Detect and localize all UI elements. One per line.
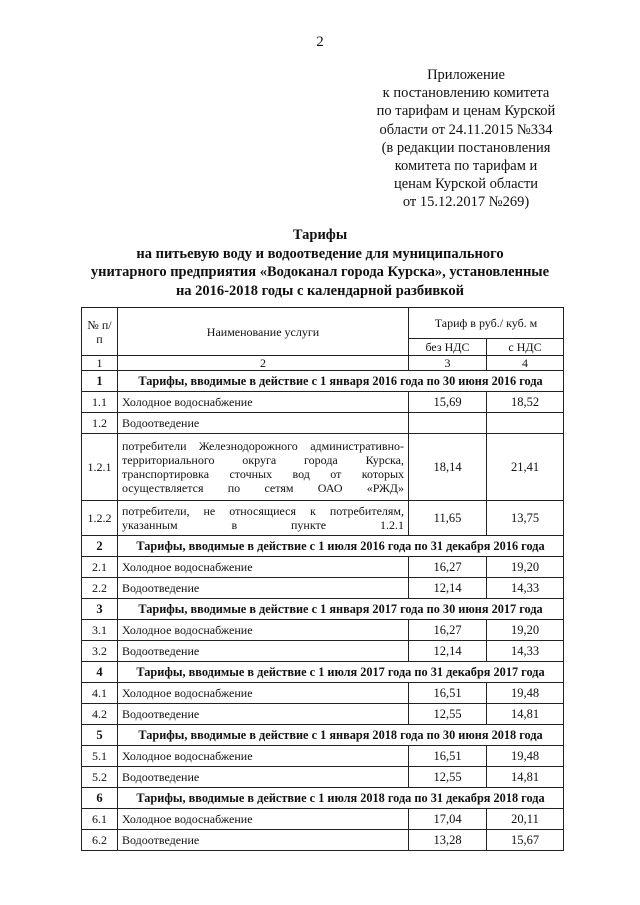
row-value-no-vat: 12,55: [409, 767, 487, 788]
section-row: [82, 371, 564, 392]
appendix-line: Приложение: [427, 67, 505, 83]
table-header-row: [82, 308, 564, 339]
row-service: Водоотведение: [118, 767, 409, 788]
table-row: [82, 501, 564, 536]
header-num: № п/п: [82, 308, 118, 356]
row-number: 5.2: [82, 767, 118, 788]
section-title: Тарифы, вводимые в действие с 1 января 2017 года по 30 июня 2017 года: [118, 599, 564, 620]
row-value-with-vat: 19,48: [487, 746, 564, 767]
table-row: [82, 767, 564, 788]
table-row: [82, 809, 564, 830]
document-title: [60, 226, 580, 300]
row-number: 3.2: [82, 641, 118, 662]
row-value-with-vat: 14,33: [487, 578, 564, 599]
row-value-no-vat: 16,51: [409, 746, 487, 767]
row-number: 6.2: [82, 830, 118, 851]
table-row: [82, 578, 564, 599]
section-number: 3: [82, 599, 118, 620]
appendix-line: к постановлению комитета: [382, 85, 550, 102]
row-value-no-vat: 12,55: [409, 704, 487, 725]
table-row: [82, 413, 564, 434]
row-value-no-vat: 13,28: [409, 830, 487, 851]
table-row: [82, 683, 564, 704]
row-number: 1.2: [82, 413, 118, 434]
header-service: Наименование услуги: [118, 308, 409, 356]
row-service: Водоотведение: [118, 641, 409, 662]
row-service: Холодное водоснабжение: [118, 620, 409, 641]
row-service: Водоотведение: [118, 830, 409, 851]
row-value-with-vat: 14,81: [487, 704, 564, 725]
row-number: 2.1: [82, 557, 118, 578]
appendix-line: комитета по тарифам и: [394, 158, 538, 175]
table-row: [82, 830, 564, 851]
section-number: 6: [82, 788, 118, 809]
title-line: на 2016-2018 годы с календарной разбивкой: [175, 282, 465, 299]
title-line: Тарифы: [292, 227, 348, 243]
row-number: 6.1: [82, 809, 118, 830]
row-service: потребители, не относящиеся к потребителям, указанным в пункте 1.2.1: [118, 501, 409, 536]
row-value-no-vat: [409, 413, 487, 434]
row-value-no-vat: 12,14: [409, 641, 487, 662]
column-number: 3: [409, 356, 487, 371]
section-title: Тарифы, вводимые в действие с 1 января 2018 года по 30 июня 2018 года: [118, 725, 564, 746]
title-line: на питьевую воду и водоотведение для муниципального: [136, 245, 504, 262]
title-line: унитарного предприятия «Водоканал города Курска», установленные: [90, 264, 550, 280]
table-row: [82, 392, 564, 413]
section-row: [82, 662, 564, 683]
header-with-vat: с НДС: [487, 339, 564, 356]
table-row: [82, 704, 564, 725]
row-number: 1.2.1: [82, 434, 118, 501]
section-number: 4: [82, 662, 118, 683]
section-number: 5: [82, 725, 118, 746]
row-number: 5.1: [82, 746, 118, 767]
section-row: [82, 788, 564, 809]
row-value-with-vat: 19,20: [487, 557, 564, 578]
section-title: Тарифы, вводимые в действие с 1 января 2016 года по 30 июня 2016 года: [118, 371, 564, 392]
row-number: 3.1: [82, 620, 118, 641]
row-service: Холодное водоснабжение: [118, 392, 409, 413]
row-number: 2.2: [82, 578, 118, 599]
row-value-with-vat: [487, 413, 564, 434]
section-row: [82, 536, 564, 557]
row-value-with-vat: 18,52: [487, 392, 564, 413]
section-row: [82, 599, 564, 620]
row-value-with-vat: 19,48: [487, 683, 564, 704]
section-row: [82, 725, 564, 746]
row-value-with-vat: 15,67: [487, 830, 564, 851]
row-service: Водоотведение: [118, 578, 409, 599]
column-number: 2: [118, 356, 409, 371]
row-number: 1.2.2: [82, 501, 118, 536]
section-number: 2: [82, 536, 118, 557]
header-no-vat: без НДС: [409, 339, 487, 356]
appendix-line: области от 24.11.2015 №334: [379, 121, 553, 138]
row-value-no-vat: 11,65: [409, 501, 487, 536]
row-service: Холодное водоснабжение: [118, 746, 409, 767]
row-value-with-vat: 19,20: [487, 620, 564, 641]
tariff-table-body: [82, 308, 564, 851]
table-row: [82, 746, 564, 767]
column-number: 4: [487, 356, 564, 371]
row-service: Водоотведение: [118, 413, 409, 434]
row-value-no-vat: 16,51: [409, 683, 487, 704]
row-value-no-vat: 17,04: [409, 809, 487, 830]
appendix-line: по тарифам и ценам Курской: [376, 103, 556, 120]
row-value-no-vat: 16,27: [409, 620, 487, 641]
row-number: 4.2: [82, 704, 118, 725]
section-title: Тарифы, вводимые в действие с 1 июля 2018 года по 31 декабря 2018 года: [118, 788, 564, 809]
row-number: 4.1: [82, 683, 118, 704]
row-value-no-vat: 12,14: [409, 578, 487, 599]
row-value-with-vat: 13,75: [487, 501, 564, 536]
page-number: 2: [316, 34, 324, 50]
row-service: Холодное водоснабжение: [118, 683, 409, 704]
appendix-line: (в редакции постановления: [381, 139, 551, 156]
row-value-no-vat: 16,27: [409, 557, 487, 578]
table-row: [82, 434, 564, 501]
section-number: 1: [82, 371, 118, 392]
table-row: [82, 620, 564, 641]
table-row: [82, 557, 564, 578]
appendix-line: от 15.12.2017 №269): [402, 194, 530, 211]
row-value-with-vat: 14,81: [487, 767, 564, 788]
row-number: 1.1: [82, 392, 118, 413]
section-title: Тарифы, вводимые в действие с 1 июля 2016 года по 31 декабря 2016 года: [118, 536, 564, 557]
row-value-with-vat: 20,11: [487, 809, 564, 830]
row-value-no-vat: 18,14: [409, 434, 487, 501]
table-row: [82, 641, 564, 662]
row-value-with-vat: 21,41: [487, 434, 564, 501]
tariff-table: [81, 307, 564, 851]
table-column-numbers-row: [82, 356, 564, 371]
row-service: потребители Железнодорожного административно-территориального округа города Курска, транспортировка сточных вод от которых осуществляется по сетям ОАО «РЖД»: [118, 434, 409, 501]
row-service: Холодное водоснабжение: [118, 809, 409, 830]
appendix-line: ценам Курской области: [393, 176, 539, 193]
header-tariff: Тариф в руб./ куб. м: [409, 308, 564, 339]
section-title: Тарифы, вводимые в действие с 1 июля 2017 года по 31 декабря 2017 года: [118, 662, 564, 683]
row-value-with-vat: 14,33: [487, 641, 564, 662]
row-service: Водоотведение: [118, 704, 409, 725]
row-value-no-vat: 15,69: [409, 392, 487, 413]
appendix-note: [360, 66, 572, 212]
column-number: 1: [82, 356, 118, 371]
row-service: Холодное водоснабжение: [118, 557, 409, 578]
